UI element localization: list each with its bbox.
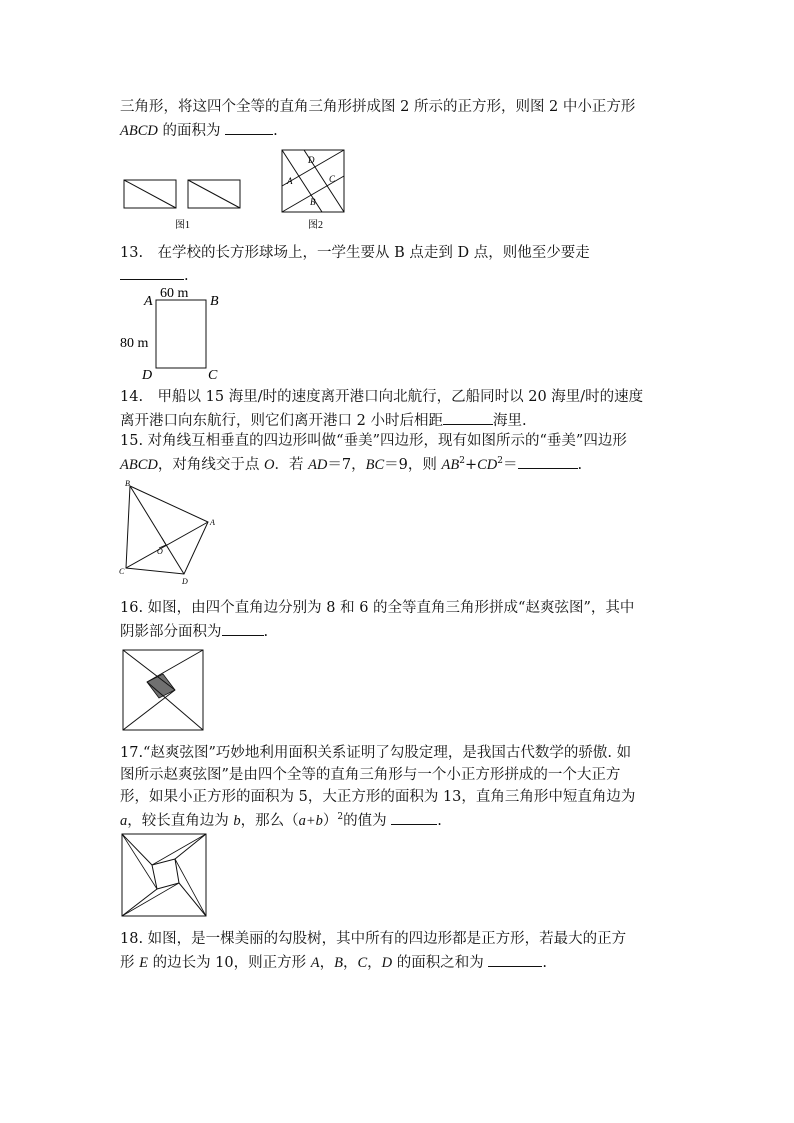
fig2-pt-B: B <box>310 197 316 207</box>
q17-line2: 图所示赵爽弦图”是由四个全等的直角三角形与一个小正方形拼成的一个大正方 <box>120 767 621 783</box>
q13-line2: . <box>120 264 189 286</box>
q16-figure <box>121 648 207 732</box>
q12-line2: ABCD 的面积为 . <box>120 119 278 141</box>
q18-line1: 18. 如图，是一棵美丽的勾股树，其中所有的四边形都是正方形，若最大的正方 <box>120 931 627 947</box>
fig1-label: 图1 <box>175 220 190 231</box>
q12-line1: 三角形，将这四个全等的直角三角形拼成图 2 所示的正方形，则图 2 中小正方形 <box>120 99 636 115</box>
q13-label-left: 80 m <box>120 336 149 351</box>
q17-line4: a，较长直角边为 b，那么$(a+b)^2$的值为 . <box>120 809 442 831</box>
q15-pt-B: B <box>125 479 130 488</box>
fig2-label: 图2 <box>308 220 323 231</box>
answer-blank-17[interactable] <box>391 809 437 825</box>
q14-line1: 14. 甲船以 15 海里/时的速度离开港口向北航行，乙船同时以 20 海里/时的速度 <box>120 389 644 405</box>
q16-line1: 16. 如图，由四个直角边分别为 8 和 6 的全等直角三角形拼成“赵爽弦图”，其中 <box>120 600 635 616</box>
q13-label-top: 60 m <box>160 286 189 301</box>
q13-pt-A: A <box>144 294 153 309</box>
q15-pt-C: C <box>119 567 125 576</box>
fig1-rect-1 <box>124 180 176 208</box>
q15-pt-O: O <box>157 547 163 556</box>
q17-figure <box>119 831 211 919</box>
answer-blank-12[interactable] <box>225 119 273 135</box>
q16-line2: 阴影部分面积为 . <box>120 620 268 642</box>
q17-line3: 形，如果小正方形的面积为 5，大正方形的面积为 13，直角三角形中短直角边为 <box>120 789 636 805</box>
q13-pt-D: D <box>142 368 153 383</box>
q15-figure <box>116 476 226 588</box>
q15-pt-A: A <box>210 518 215 527</box>
q12-figure <box>120 146 360 236</box>
fig2-pt-A: A <box>287 176 293 186</box>
q15-pt-D: D <box>182 577 188 586</box>
q13-pt-B: B <box>210 294 219 309</box>
fig2-pt-D: D <box>308 155 315 165</box>
q17-line1: 17.“赵爽弦图”巧妙地利用面积关系证明了勾股定理，是我国古代数学的骄傲. 如 <box>120 745 632 761</box>
answer-blank-18[interactable] <box>488 951 542 967</box>
answer-blank-15[interactable] <box>518 453 578 469</box>
answer-blank-13[interactable] <box>120 264 184 280</box>
answer-blank-16[interactable] <box>222 620 264 636</box>
fig2-pt-C: C <box>329 174 336 184</box>
q18-line2: 形 E 的边长为 10，则正方形 A，B，C，D 的面积之和为 . <box>120 951 547 973</box>
q15-line1: 15. 对角线互相垂直的四边形叫做“垂美”四边形，现有如图所示的“垂美”四边形 <box>120 433 627 449</box>
q14-line2: 离开港口向东航行，则它们离开港口 2 小时后相距 海里. <box>120 409 527 431</box>
fig1-rect-2 <box>188 180 240 208</box>
q13-figure <box>118 283 228 383</box>
q13-pt-C: C <box>208 368 218 383</box>
q15-line2: ABCD，对角线交于点 O．若 AD＝7，BC＝9，则 $AB^2+CD^2=$ . <box>120 453 582 475</box>
q13-line1: 13. 在学校的长方形球场上，一学生要从 B 点走到 D 点，则他至少要走 <box>120 245 590 261</box>
answer-blank-14[interactable] <box>443 409 493 425</box>
